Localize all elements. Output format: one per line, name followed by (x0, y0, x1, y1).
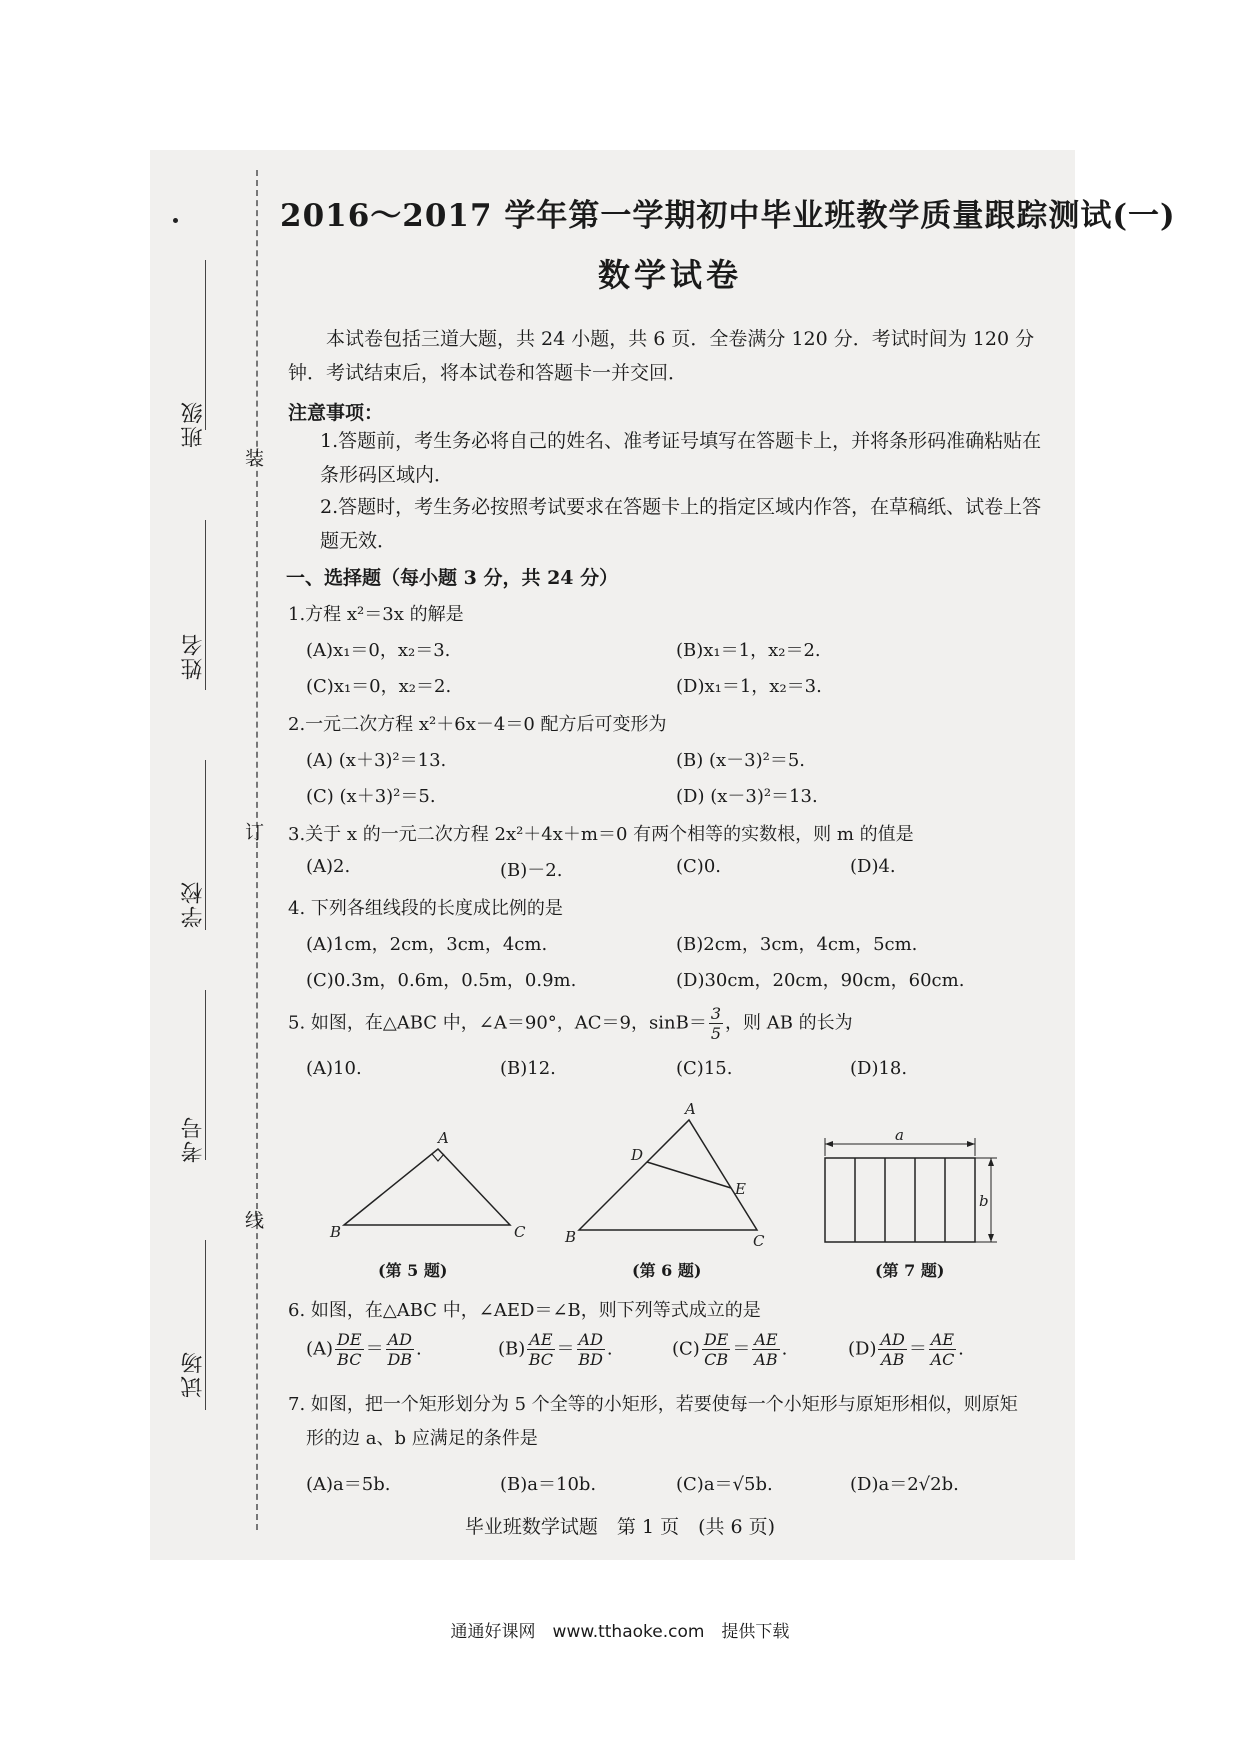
q4-option-c: (C)0.3m，0.6m，0.5m，0.9m. (306, 970, 577, 991)
q1-option-b: (B)x₁＝1，x₂＝2. (676, 640, 821, 661)
q5-option-a: (A)10. (306, 1058, 362, 1079)
fig5-label-a: A (438, 1129, 449, 1147)
figure-7-caption: (第 7 题) (875, 1261, 945, 1280)
q6-stem: 6. 如图，在△ABC 中，∠AED＝∠B，则下列等式成立的是 (288, 1300, 761, 1321)
q5-stem-post: ，则 AB 的长为 (725, 1012, 853, 1034)
intro-text: 本试卷包括三道大题，共 24 小题，共 6 页．全卷满分 120 分．考试时间为 120 分钟．考试结束后，将本试卷和答题卡一并交回． (288, 328, 1035, 384)
notes-heading: 注意事项： (288, 402, 384, 424)
q1-stem: 1.方程 x²＝3x 的解是 (288, 604, 464, 625)
page-footer: 毕业班数学试题 第 1 页 (共 6 页) (464, 1516, 776, 1538)
binding-xian: 线 (242, 1210, 264, 1229)
page-title: 2016～2017 学年第一学期初中毕业班教学质量跟踪测试(一) (280, 198, 1176, 234)
q6-option-d: (D) $\frac{AD}{AB}$ ＝ $\frac{AE}{AC}$ . (848, 1330, 964, 1369)
fig6-label-e: E (735, 1180, 746, 1198)
figure-5-caption: (第 5 题) (378, 1261, 448, 1280)
q7-stem-line2: 形的边 a、b 应满足的条件是 (306, 1428, 538, 1449)
fig5-label-b: B (330, 1223, 342, 1241)
page-subtitle: 数学试卷 (597, 256, 742, 294)
q3-stem: 3.关于 x 的一元二次方程 2x²＋4x＋m＝0 有两个相等的实数根，则 m 的值是 (288, 824, 914, 845)
note-2: 2.答题时，考生务必按照考试要求在答题卡上的指定区域内作答，在草稿纸、试卷上答题无效． (320, 496, 1042, 552)
q7-option-b: (B)a＝10b. (500, 1474, 597, 1495)
section1-heading: 一、选择题（每小题 3 分，共 24 分） (286, 567, 619, 589)
binding-ding: 订 (242, 822, 264, 841)
q4-option-b: (B)2cm，3cm，4cm，5cm. (676, 934, 918, 955)
fig6-label-b: B (565, 1228, 577, 1246)
q2-option-a: (A) (x＋3)²＝13. (306, 750, 447, 771)
q7-stem-line1: 7. 如图，把一个矩形划分为 5 个全等的小矩形，若要使每一个小矩形与原矩形相似，则原矩 (288, 1394, 1018, 1415)
fig6-label-c: C (753, 1232, 765, 1250)
q2-option-c: (C) (x＋3)²＝5. (306, 786, 436, 807)
q6-option-a: (A) $\frac{DE}{BC}$ ＝ $\frac{AD}{DB}$ . (306, 1330, 422, 1369)
q3-option-a: (A)2. (306, 856, 351, 877)
q5-option-c: (C)15. (676, 1058, 733, 1079)
q4-option-d: (D)30cm，20cm，90cm，60cm. (676, 970, 965, 991)
fig7-label-b: b (979, 1192, 989, 1210)
name-label: 姓名 (181, 632, 206, 680)
figure-6 (555, 1098, 795, 1258)
scan-dot (173, 218, 178, 223)
fig6-label-d: D (631, 1146, 644, 1164)
binding-dashed-line (256, 170, 258, 1530)
figure-6-caption: (第 6 题) (632, 1261, 702, 1280)
class-label: 班级 (181, 400, 206, 448)
examno-label: 考号 (181, 1115, 206, 1163)
q5-stem-pre: 5. 如图，在△ABC 中，∠A＝90°，AC＝9，sinB＝ (288, 1012, 707, 1034)
note-1: 1.答题前，考生务必将自己的姓名、准考证号填写在答题卡上，并将条形码准确粘贴在条形码区域内． (320, 430, 1042, 486)
q3-option-b: (B)－2. (500, 860, 563, 881)
q7-option-c: (C)a＝√5b. (676, 1474, 773, 1495)
q5-option-d: (D)18. (850, 1058, 908, 1079)
q7-option-d: (D)a＝2√2b. (850, 1474, 959, 1495)
q5-option-b: (B)12. (500, 1058, 556, 1079)
q5-fraction: $\frac{3}{5}$ (710, 1004, 722, 1043)
fig7-rectangle (825, 1158, 975, 1242)
q1-option-a: (A)x₁＝0，x₂＝3. (306, 640, 451, 661)
school-label: 学校 (181, 880, 206, 928)
fig6-triangle (579, 1120, 757, 1230)
fig6-label-a: A (685, 1100, 696, 1118)
q5-stem (288, 1004, 853, 1043)
fig6-segment-de (647, 1162, 731, 1188)
fig5-label-c: C (514, 1223, 526, 1241)
q4-stem: 4. 下列各组线段的长度成比例的是 (288, 898, 563, 919)
q1-option-d: (D)x₁＝1，x₂＝3. (676, 676, 822, 697)
q6-option-c: (C) $\frac{DE}{CB}$ ＝ $\frac{AE}{AB}$ . (672, 1330, 788, 1369)
q2-stem: 2.一元二次方程 x²＋6x－4＝0 配方后可变形为 (288, 714, 667, 735)
q4-option-a: (A)1cm，2cm，3cm，4cm. (306, 934, 548, 955)
download-watermark: 通通好课网 www.tthaoke.com 提供下载 (450, 1622, 790, 1642)
q3-option-c: (C)0. (676, 856, 721, 877)
q3-option-d: (D)4. (850, 856, 896, 877)
q2-option-b: (B) (x－3)²＝5. (676, 750, 806, 771)
fig5-triangle (344, 1149, 510, 1225)
figure-5 (320, 1115, 540, 1245)
q6-option-b: (B) $\frac{AE}{BC}$ ＝ $\frac{AD}{BD}$ . (498, 1330, 613, 1369)
figure-7 (815, 1130, 1015, 1250)
room-label: 试场 (181, 1350, 206, 1398)
fig5-right-angle (432, 1154, 444, 1161)
q7-option-a: (A)a＝5b. (306, 1474, 391, 1495)
q1-option-c: (C)x₁＝0，x₂＝2. (306, 676, 452, 697)
binding-zhuang: 装 (242, 448, 264, 467)
q2-option-d: (D) (x－3)²＝13. (676, 786, 818, 807)
fig7-label-a: a (895, 1130, 904, 1144)
